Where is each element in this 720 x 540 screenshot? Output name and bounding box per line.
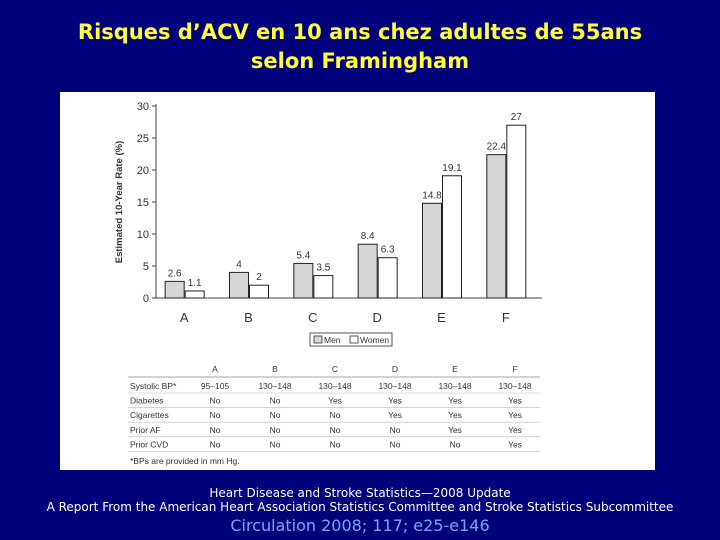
x-tick-label: B (244, 310, 253, 325)
legend-swatch-women (350, 336, 358, 343)
table-cell: No (329, 439, 341, 450)
table-cell: No (269, 424, 281, 435)
table-cell: No (269, 395, 281, 406)
bar-men-c (294, 263, 313, 298)
table-footnote: *BPs are provided in mm Hg. (130, 456, 240, 466)
data-label-women-a: 1.1 (187, 277, 202, 289)
x-tick-label: E (437, 310, 446, 325)
legend-label-men: Men (324, 335, 341, 345)
y-tick-label: 30 (136, 101, 149, 113)
table-cell: Yes (508, 424, 522, 435)
citation: Circulation 2008; 117; e25-e146 (230, 516, 490, 535)
bar-men-e (423, 203, 442, 298)
table-cell: No (209, 424, 221, 435)
data-label-men-f: 22.4 (486, 141, 507, 153)
data-label-women-e: 19.1 (442, 162, 462, 174)
table-cell: No (209, 395, 221, 406)
bar-chart (60, 92, 655, 470)
table-cell: No (269, 410, 281, 421)
data-label-men-b: 4 (236, 259, 242, 271)
data-label-men-c: 5.4 (296, 250, 311, 262)
slide-title (0, 18, 720, 76)
table-cell: 130–148 (318, 381, 352, 391)
y-tick-label: 15 (136, 197, 149, 209)
table-cell: 95–105 (200, 381, 230, 391)
data-label-men-d: 8.4 (360, 231, 375, 243)
bar-men-d (358, 244, 377, 298)
table-header: B (272, 364, 278, 374)
data-label-women-c: 3.5 (316, 262, 331, 274)
y-tick-label: 25 (136, 133, 149, 145)
table-row-label: Cigarettes (130, 410, 169, 421)
table-cell: Yes (508, 410, 522, 421)
y-tick-label: 5 (142, 261, 149, 273)
legend-label-women: Women (360, 335, 390, 345)
bar-women-b (250, 285, 269, 298)
bar-women-f (507, 125, 526, 298)
bar-women-a (185, 291, 204, 298)
table-row-label: Prior CVD (130, 439, 169, 450)
table-cell: Yes (448, 395, 462, 406)
x-tick-label: F (501, 310, 510, 325)
data-label-men-a: 2.6 (167, 268, 182, 280)
table-cell: No (329, 410, 341, 421)
data-label-men-e: 14.8 (422, 190, 442, 202)
table-cell: No (449, 439, 461, 450)
data-label-women-b: 2 (256, 272, 262, 284)
table-cell: Yes (388, 410, 402, 421)
data-label-women-f: 27 (510, 112, 522, 124)
table-cell: 130–148 (378, 381, 412, 391)
title-line-2: selon Framingham (250, 49, 470, 73)
table-header: F (512, 364, 518, 374)
table-cell: No (209, 439, 221, 450)
figure-panel (60, 92, 655, 470)
table-header: D (391, 364, 399, 374)
x-tick-label: D (372, 310, 382, 325)
bar-women-c (314, 276, 333, 298)
bar-women-d (378, 258, 397, 298)
y-tick-label: 20 (136, 165, 149, 177)
table-cell: Yes (508, 395, 522, 406)
title-line-1: Risques d’ACV en 10 ans chez adultes de 55ans (77, 20, 643, 44)
data-label-women-d: 6.3 (380, 244, 395, 256)
legend-swatch-men (314, 336, 322, 343)
y-tick-label: 0 (142, 293, 149, 305)
table-cell: No (269, 439, 281, 450)
table-cell: Yes (508, 439, 522, 450)
table-row-label: Prior AF (130, 424, 161, 435)
table-cell: Yes (448, 410, 462, 421)
table-cell: No (329, 424, 341, 435)
table-cell: No (389, 424, 401, 435)
table-header: E (452, 364, 458, 374)
y-tick-label: 10 (136, 229, 149, 241)
x-tick-label: A (179, 310, 189, 325)
credit-line-1: Heart Disease and Stroke Statistics—2008 Update (209, 486, 511, 500)
table-cell: Yes (448, 424, 462, 435)
y-axis-label: Estimated 10-Year Rate (%) (114, 140, 125, 264)
table-row-label: Diabetes (130, 395, 164, 406)
table-cell: No (389, 439, 401, 450)
bar-women-e (443, 176, 462, 298)
table-row-label: Systolic BP* (130, 381, 177, 391)
table-cell: No (209, 410, 221, 421)
bar-men-f (487, 155, 506, 298)
table-cell: 130–148 (258, 381, 292, 391)
table-header: C (331, 364, 339, 374)
x-tick-label: C (308, 310, 318, 325)
table-cell: 130–148 (438, 381, 472, 391)
table-cell: Yes (328, 395, 342, 406)
table-cell: 130–148 (498, 381, 532, 391)
bar-men-a (165, 281, 184, 298)
credit-line-2: A Report From the American Heart Association Statistics Committee and Stroke Statistics Subcommittee (46, 500, 674, 514)
table-header: A (212, 364, 218, 374)
table-cell: Yes (388, 395, 402, 406)
bar-men-b (230, 272, 249, 298)
